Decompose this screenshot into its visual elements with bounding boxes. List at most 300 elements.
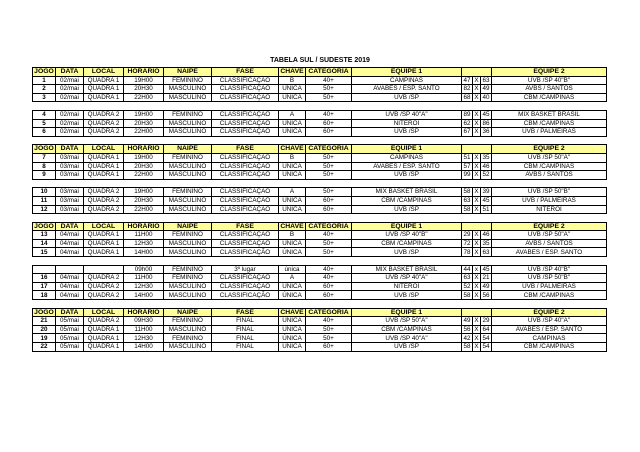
cell-x: X	[474, 171, 479, 179]
cell-fase: CLASSIFICAÇÃO	[212, 110, 279, 119]
cell-equipe2: UVB / PALMEIRAS	[492, 128, 607, 137]
cell-chave: ÚNICA	[279, 343, 306, 352]
header-cell-score	[462, 222, 492, 231]
cell-jogo: 20	[33, 325, 56, 334]
game-row	[33, 153, 607, 162]
cell-horario: 09H30	[124, 317, 164, 326]
cell-jogo: 8	[33, 162, 56, 171]
cell-equipe2: UVB /SP 40"A"	[492, 317, 607, 326]
cell-s2: 36	[482, 128, 490, 136]
header-cell-horario: HORÁRIO	[124, 308, 164, 317]
header-cell-equipe1: EQUIPE 1	[352, 308, 462, 317]
cell-horario: 20H30	[124, 162, 164, 171]
cell-jogo: 11	[33, 196, 56, 205]
header-row	[33, 222, 607, 231]
cell-horario: 11H00	[124, 231, 164, 240]
cell-naipe: FEMININO	[164, 153, 212, 162]
cell-s1: 99	[463, 171, 471, 179]
cell-data: 04/mai	[56, 274, 84, 283]
cell-fase: CLASSIFICAÇÃO	[212, 205, 279, 214]
cell-categoria: 50+	[306, 325, 352, 334]
cell-jogo: 5	[33, 119, 56, 128]
cell-fase: FINAL	[212, 343, 279, 352]
game-row	[33, 171, 607, 180]
cell-s1: 82	[463, 85, 471, 93]
cell-chave: A	[279, 110, 306, 119]
cell-jogo	[33, 265, 56, 274]
cell-s1: 62	[463, 119, 471, 127]
cell-local: QUADRA 1	[84, 248, 124, 257]
cell-categoria: 60+	[306, 119, 352, 128]
cell-chave: ÚNICA	[279, 325, 306, 334]
cell-fase: CLASSIFICAÇÃO	[212, 76, 279, 85]
cell-x: X	[474, 248, 479, 256]
game-row	[33, 317, 607, 326]
cell-chave: B	[279, 231, 306, 240]
cell-naipe: FEMININO	[164, 274, 212, 283]
cell-naipe: MASCULINO	[164, 248, 212, 257]
cell-s2: 54	[482, 334, 490, 342]
header-cell-chave: CHAVE	[280, 222, 304, 230]
cell-x: X	[474, 205, 479, 213]
cell-chave: ÚNICA	[279, 93, 306, 102]
cell-fase: 3º lugar	[212, 265, 279, 274]
cell-equipe1: UVB /SP	[352, 205, 462, 214]
cell-data: 02/mai	[56, 76, 84, 85]
cell-jogo: 17	[33, 282, 56, 291]
cell-equipe1: UVB /SP 40"A"	[352, 110, 462, 119]
header-cell-equipe1: EQUIPE 1	[352, 68, 462, 77]
cell-horario: 11H00	[124, 325, 164, 334]
cell-chave: ÚNICA	[279, 205, 306, 214]
game-row	[33, 248, 607, 257]
cell-x: X	[474, 334, 479, 342]
cell-horario: 14H00	[124, 291, 164, 300]
cell-fase: CLASSIFICAÇÃO	[212, 119, 279, 128]
cell-horario: 22H00	[124, 128, 164, 137]
header-cell-naipe: NAIPE	[164, 222, 212, 231]
cell-equipe2: CBM /CAMPINAS	[492, 119, 607, 128]
header-cell-categoria: CATEGORIA	[306, 145, 352, 154]
cell-s2: 63	[482, 248, 490, 256]
group-spacer	[33, 257, 607, 266]
cell-local: QUADRA 1	[84, 239, 124, 248]
cell-naipe: FEMININO	[164, 188, 212, 197]
game-row	[33, 334, 607, 343]
cell-naipe: MASCULINO	[164, 85, 212, 94]
group-spacer	[33, 102, 607, 111]
cell-equipe1: AVABES / ESP. SANTO	[352, 162, 462, 171]
cell-equipe1: UVB /SP 40"A"	[352, 274, 462, 283]
cell-fase: FINAL	[212, 317, 279, 326]
cell-chave: ÚNICA	[279, 239, 306, 248]
cell-horario: 12H30	[124, 239, 164, 248]
header-cell-jogo: JOGO	[34, 68, 54, 76]
cell-equipe1: NITERÓI	[352, 119, 462, 128]
cell-data: 05/mai	[56, 343, 84, 352]
cell-s1: 57	[463, 162, 471, 170]
cell-categoria: 60+	[306, 343, 352, 352]
cell-s1: 56	[463, 325, 471, 333]
cell-x: X	[474, 93, 479, 101]
cell-x: X	[474, 85, 479, 93]
cell-jogo: 21	[33, 317, 56, 326]
cell-equipe1: UVB /SP 40"B"	[352, 231, 462, 240]
cell-naipe: FEMININO	[164, 265, 212, 274]
cell-data: 04/mai	[56, 248, 84, 257]
cell-s2: 35	[482, 154, 490, 162]
cell-fase: CLASSIFICAÇÃO	[212, 171, 279, 180]
header-cell-data: DATA	[56, 145, 84, 154]
cell-s1: 58	[463, 188, 471, 196]
cell-local: QUADRA 1	[84, 162, 124, 171]
cell-data: 04/mai	[56, 239, 84, 248]
header-cell-categoria: CATEGORIA	[306, 222, 352, 231]
cell-naipe: FEMININO	[164, 317, 212, 326]
header-cell-naipe: NAIPE	[164, 68, 212, 77]
cell-fase: CLASSIFICAÇÃO	[212, 162, 279, 171]
cell-jogo: 14	[33, 239, 56, 248]
cell-equipe1: MIX BASKET BRASIL	[352, 265, 462, 274]
cell-local	[84, 265, 124, 274]
cell-x: X	[474, 317, 479, 325]
cell-s2: 52	[482, 171, 490, 179]
cell-fase: CLASSIFICAÇÃO	[212, 196, 279, 205]
cell-naipe: MASCULINO	[164, 162, 212, 171]
cell-local: QUADRA 2	[84, 317, 124, 326]
header-cell-local: LOCAL	[84, 145, 124, 154]
header-cell-equipe2: EQUIPE 2	[492, 68, 607, 77]
cell-chave: ÚNICA	[279, 334, 306, 343]
game-row	[33, 205, 607, 214]
cell-jogo: 19	[33, 334, 56, 343]
cell-horario: 12H30	[124, 282, 164, 291]
cell-jogo: 4	[33, 110, 56, 119]
cell-equipe2: UVB /SP 40"B"	[492, 76, 607, 85]
cell-fase: CLASSIFICAÇÃO	[212, 282, 279, 291]
game-row	[33, 196, 607, 205]
cell-equipe2: AVBS / SANTOS	[492, 239, 607, 248]
cell-naipe: MASCULINO	[164, 282, 212, 291]
cell-categoria: 60+	[306, 196, 352, 205]
cell-naipe: MASCULINO	[164, 119, 212, 128]
game-row	[33, 128, 607, 137]
cell-local: QUADRA 2	[84, 282, 124, 291]
cell-s1: 47	[463, 76, 471, 84]
cell-local: QUADRA 1	[84, 76, 124, 85]
cell-chave: única	[279, 265, 306, 274]
cell-categoria: 60+	[306, 205, 352, 214]
cell-s2: 51	[482, 205, 490, 213]
header-cell-equipe2: EQUIPE 2	[492, 222, 607, 231]
cell-equipe2: CBM /CAMPINAS	[492, 93, 607, 102]
header-cell-equipe1: EQUIPE 1	[352, 145, 462, 154]
cell-s2: 35	[482, 239, 490, 247]
header-cell-data: DATA	[56, 222, 84, 231]
cell-equipe2: CBM /CAMPINAS	[492, 162, 607, 171]
cell-fase: CLASSIFICAÇÃO	[212, 274, 279, 283]
header-row	[33, 145, 607, 154]
cell-local: QUADRA 2	[84, 119, 124, 128]
cell-local: QUADRA 1	[84, 325, 124, 334]
cell-naipe: MASCULINO	[164, 239, 212, 248]
cell-jogo: 12	[33, 205, 56, 214]
cell-x: X	[474, 76, 479, 84]
cell-categoria: 50+	[306, 93, 352, 102]
cell-naipe: MASCULINO	[164, 128, 212, 137]
cell-horario: 19H00	[124, 153, 164, 162]
cell-equipe1: UVB /SP	[352, 248, 462, 257]
game-row	[33, 325, 607, 334]
page-title: TABELA SUL / SUDESTE 2019	[270, 57, 370, 64]
cell-fase: CLASSIFICAÇÃO	[212, 291, 279, 300]
game-row	[33, 231, 607, 240]
cell-local: QUADRA 2	[84, 196, 124, 205]
cell-categoria: 60+	[306, 282, 352, 291]
section-spacer	[33, 136, 607, 145]
cell-s1: 49	[463, 317, 471, 325]
cell-local: QUADRA 1	[84, 171, 124, 180]
cell-naipe: FEMININO	[164, 231, 212, 240]
cell-equipe1: UVB /SP	[352, 343, 462, 352]
header-cell-chave: CHAVE	[280, 308, 304, 316]
cell-x: x	[473, 265, 481, 274]
cell-equipe1: CAMPINAS	[352, 76, 462, 85]
cell-horario: 22H00	[124, 205, 164, 214]
cell-data: 04/mai	[56, 282, 84, 291]
cell-s2: 64	[482, 325, 490, 333]
cell-horario: 22H00	[124, 93, 164, 102]
cell-data: 03/mai	[56, 188, 84, 197]
cell-local: QUADRA 2	[84, 188, 124, 197]
cell-chave: ÚNICA	[279, 171, 306, 180]
header-cell-local: LOCAL	[84, 308, 124, 317]
cell-data: 02/mai	[56, 110, 84, 119]
cell-data: 03/mai	[56, 153, 84, 162]
header-cell-jogo: JOGO	[34, 222, 54, 230]
header-cell-equipe2: EQUIPE 2	[492, 308, 607, 317]
cell-s2: 54	[482, 343, 490, 351]
cell-s2: 29	[482, 317, 490, 325]
cell-s2: 49	[482, 85, 490, 93]
cell-equipe1: MIX BASKET BRASIL	[352, 188, 462, 197]
cell-categoria: 40+	[306, 274, 352, 283]
cell-local: QUADRA 1	[84, 153, 124, 162]
section-spacer	[33, 214, 607, 223]
cell-horario: 19H00	[124, 188, 164, 197]
cell-s1: 52	[463, 282, 471, 290]
cell-horario: 11H00	[124, 274, 164, 283]
cell-s2: 39	[482, 188, 490, 196]
cell-chave: B	[279, 76, 306, 85]
cell-s1: 58	[463, 205, 471, 213]
cell-chave: ÚNICA	[279, 317, 306, 326]
cell-naipe: MASCULINO	[164, 196, 212, 205]
cell-local: QUADRA 1	[84, 343, 124, 352]
cell-horario: 20H30	[124, 196, 164, 205]
cell-equipe2: UVB /SP 50"B"	[492, 188, 607, 197]
cell-chave: ÚNICA	[279, 85, 306, 94]
cell-s1: 58	[463, 291, 471, 299]
cell-data: 05/mai	[56, 334, 84, 343]
cell-x: X	[474, 282, 479, 290]
cell-equipe1: UVB /SP	[352, 128, 462, 137]
cell-data: 05/mai	[56, 317, 84, 326]
cell-x: X	[474, 325, 479, 333]
cell-categoria: 50+	[306, 171, 352, 180]
cell-chave: A	[279, 274, 306, 283]
game-row	[33, 343, 607, 352]
cell-categoria: 40+	[306, 265, 352, 274]
cell-x: X	[474, 343, 479, 351]
game-row	[33, 85, 607, 94]
cell-equipe2: AVABES / ESP. SANTO	[492, 325, 607, 334]
cell-data: 04/mai	[56, 291, 84, 300]
cell-horario: 09h00	[124, 265, 164, 274]
header-cell-equipe2: EQUIPE 2	[492, 145, 607, 154]
cell-s2: 56	[482, 291, 490, 299]
cell-chave: ÚNICA	[279, 248, 306, 257]
cell-s1: 44	[463, 265, 471, 273]
header-cell-horario: HORÁRIO	[124, 222, 164, 231]
header-cell-chave: CHAVE	[280, 68, 304, 76]
cell-s2: 45	[482, 197, 490, 204]
cell-fase: CLASSIFICAÇÃO	[212, 231, 279, 240]
cell-jogo: 18	[33, 291, 56, 300]
cell-chave: B	[279, 153, 306, 162]
cell-data: 02/mai	[56, 93, 84, 102]
cell-jogo: 10	[33, 188, 56, 197]
cell-fase: CLASSIFICAÇÃO	[212, 239, 279, 248]
game-row	[33, 282, 607, 291]
cell-jogo: 22	[33, 343, 56, 352]
cell-horario: 20H30	[124, 119, 164, 128]
header-cell-local: LOCAL	[84, 68, 124, 77]
cell-x: X	[474, 239, 479, 247]
cell-equipe2: AVBS / SANTOS	[492, 85, 607, 94]
cell-naipe: FEMININO	[164, 76, 212, 85]
cell-s1: 63	[463, 197, 471, 204]
cell-s1: 68	[463, 93, 471, 101]
cell-equipe2: AVABES / ESP. SANTO	[492, 248, 607, 257]
cell-horario: 20H30	[124, 85, 164, 94]
group-spacer	[33, 179, 607, 188]
cell-categoria: 40+	[306, 76, 352, 85]
header-cell-chave: CHAVE	[280, 145, 304, 153]
game-row	[33, 119, 607, 128]
cell-data: 04/mai	[56, 231, 84, 240]
cell-categoria: 50+	[306, 153, 352, 162]
cell-categoria: 50+	[306, 248, 352, 257]
cell-s1: 63	[463, 274, 471, 282]
cell-local: QUADRA 1	[84, 93, 124, 102]
cell-naipe: MASCULINO	[164, 343, 212, 352]
cell-local: QUADRA 2	[84, 110, 124, 119]
cell-categoria: 40+	[306, 231, 352, 240]
cell-fase: CLASSIFICAÇÃO	[212, 93, 279, 102]
cell-equipe2: UVB /SP 50"A"	[492, 153, 607, 162]
header-cell-score	[462, 145, 492, 154]
cell-data: 03/mai	[56, 162, 84, 171]
cell-chave: ÚNICA	[279, 291, 306, 300]
cell-data: 02/mai	[56, 128, 84, 137]
cell-s2: 40	[482, 93, 490, 101]
cell-equipe1: CBM /CAMPINAS	[352, 196, 462, 205]
cell-data: 03/mai	[56, 196, 84, 205]
cell-s1: 67	[463, 128, 471, 136]
cell-s2: 63	[482, 76, 490, 84]
cell-local: QUADRA 2	[84, 274, 124, 283]
cell-equipe1: CBM /CAMPINAS	[352, 325, 462, 334]
cell-chave: ÚNICA	[279, 196, 306, 205]
cell-local: QUADRA 1	[84, 85, 124, 94]
cell-local: QUADRA 2	[84, 205, 124, 214]
cell-equipe2: UVB / PALMEIRAS	[492, 196, 607, 205]
cell-fase: FINAL	[212, 325, 279, 334]
cell-fase: CLASSIFICAÇÃO	[212, 128, 279, 137]
game-row	[33, 291, 607, 300]
cell-s1: 51	[463, 154, 471, 162]
cell-equipe1: UVB /SP	[352, 291, 462, 300]
cell-horario: 14H00	[124, 248, 164, 257]
cell-s1: 89	[463, 111, 471, 119]
cell-data	[56, 265, 84, 274]
cell-s2: 46	[482, 162, 490, 170]
cell-x: X	[474, 162, 479, 170]
schedule-table	[32, 67, 607, 352]
cell-x: X	[474, 197, 479, 204]
header-cell-horario: HORÁRIO	[124, 145, 164, 154]
cell-equipe1: AVABES / ESP. SANTO	[352, 85, 462, 94]
cell-chave: ÚNICA	[279, 282, 306, 291]
cell-equipe2: CBM /CAMPINAS	[492, 343, 607, 352]
cell-data: 03/mai	[56, 205, 84, 214]
cell-fase: CLASSIFICAÇÃO	[212, 248, 279, 257]
cell-equipe1: CAMPINAS	[352, 153, 462, 162]
cell-x: X	[474, 154, 479, 162]
header-cell-categoria: CATEGORIA	[306, 68, 352, 77]
header-cell-fase: FASE	[212, 308, 279, 317]
cell-local: QUADRA 2	[84, 128, 124, 137]
cell-categoria: 60+	[306, 291, 352, 300]
cell-naipe: FEMININO	[164, 334, 212, 343]
header-cell-fase: FASE	[212, 145, 279, 154]
cell-s1: 29	[463, 231, 471, 239]
cell-categoria: 50+	[306, 188, 352, 197]
header-cell-naipe: NAIPE	[164, 145, 212, 154]
header-cell-data: DATA	[56, 68, 84, 77]
cell-horario: 22H00	[124, 171, 164, 180]
cell-jogo: 7	[33, 153, 56, 162]
cell-equipe1: UVB /SP	[352, 171, 462, 180]
cell-jogo: 6	[33, 128, 56, 137]
cell-local: QUADRA 1	[84, 334, 124, 343]
cell-equipe2: AVBS / SANTOS	[492, 171, 607, 180]
cell-jogo: 13	[33, 231, 56, 240]
header-cell-horario: HORARIO	[124, 68, 164, 77]
game-row	[33, 239, 607, 248]
cell-naipe: MASCULINO	[164, 205, 212, 214]
cell-naipe: MASCULINO	[164, 291, 212, 300]
cell-equipe1: CBM /CAMPINAS	[352, 239, 462, 248]
cell-fase: CLASSIFICAÇÃO	[212, 153, 279, 162]
cell-naipe: MASCULINO	[164, 325, 212, 334]
cell-equipe1: UVB /SP 50"A"	[352, 317, 462, 326]
cell-data: 03/mai	[56, 171, 84, 180]
cell-data: 02/mai	[56, 85, 84, 94]
cell-x: X	[474, 291, 479, 299]
cell-equipe1: UVB /SP	[352, 93, 462, 102]
